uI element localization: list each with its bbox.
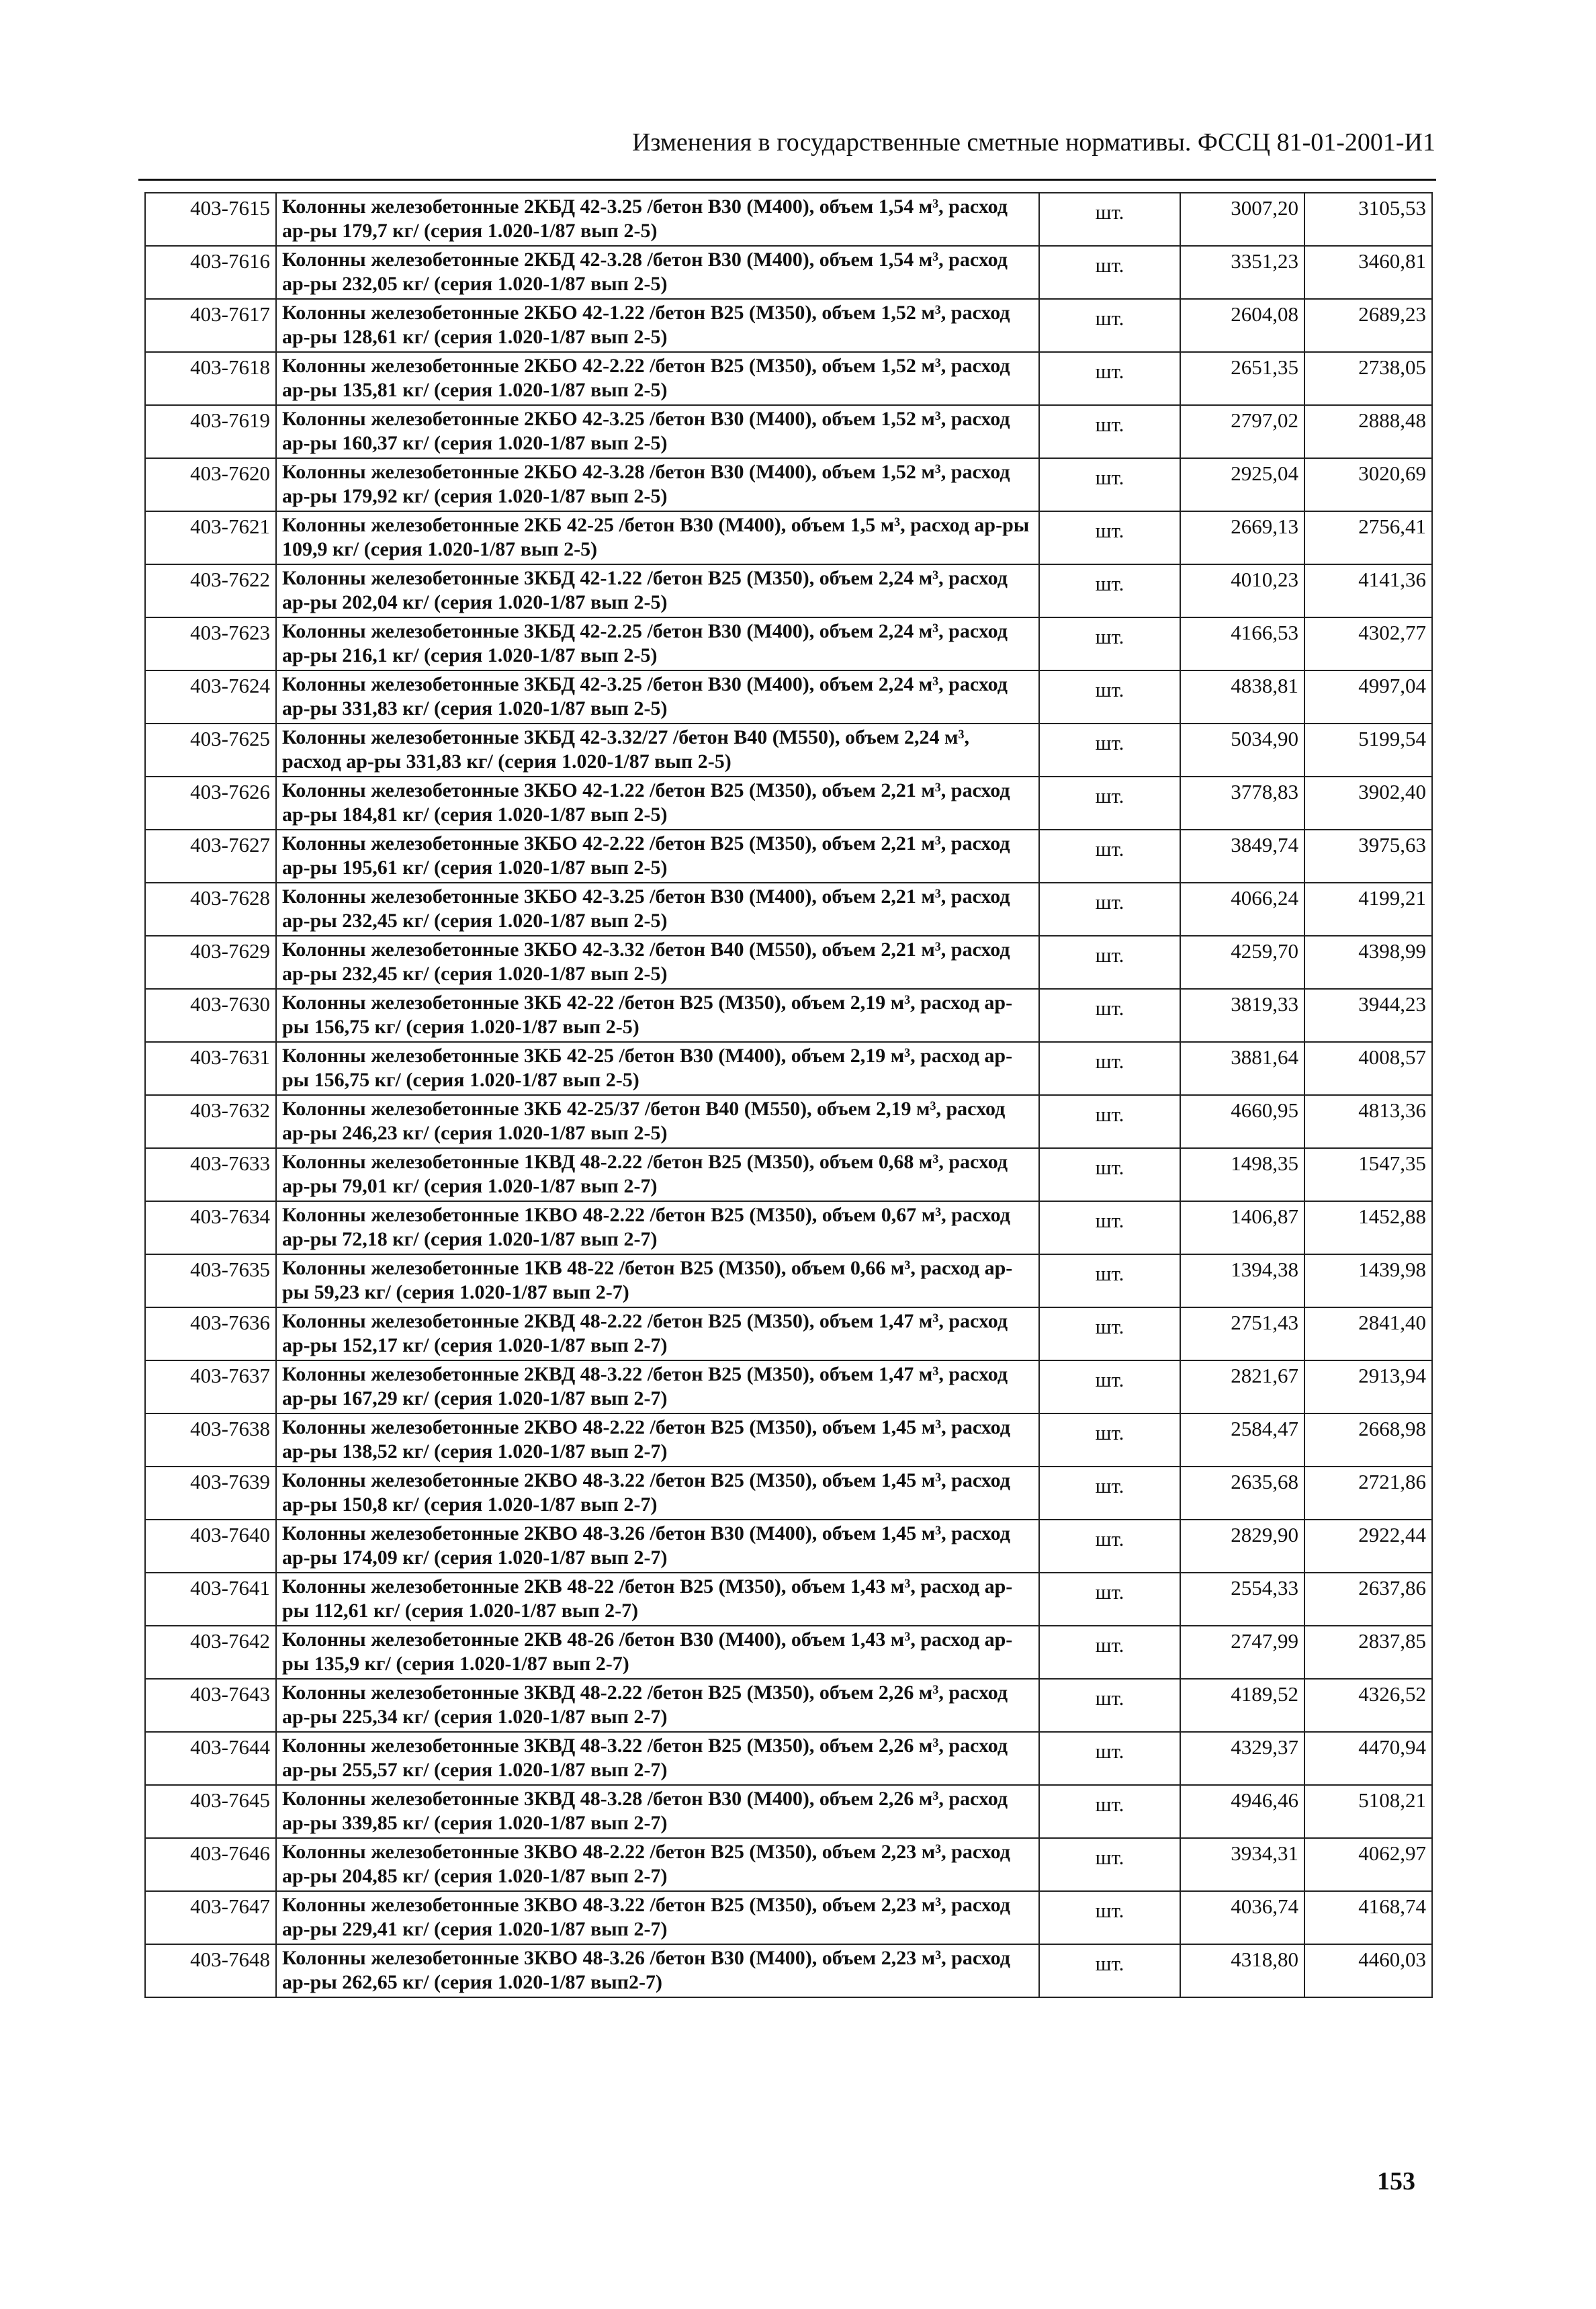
resource-code-cell: 403-7644 (145, 1732, 276, 1785)
price-cell-1: 4010,23 (1180, 564, 1304, 617)
price-cell-1: 3778,83 (1180, 777, 1304, 830)
price-cell-1: 3849,74 (1180, 830, 1304, 883)
resource-code-cell: 403-7631 (145, 1042, 276, 1095)
resource-code-cell: 403-7645 (145, 1785, 276, 1838)
unit-cell: шт. (1039, 1891, 1180, 1944)
price-cell-1: 3881,64 (1180, 1042, 1304, 1095)
unit-cell: шт. (1039, 1944, 1180, 1997)
price-cell-2: 2637,86 (1304, 1573, 1432, 1626)
price-cell-2: 2738,05 (1304, 352, 1432, 405)
description-cell: Колонны железобетонные 2КБ 42-25 /бетон В30 (М400), объем 1,5 м³, расход ар-ры 109,9 кг/ (серия 1.020-1/87 вып 2-5) (276, 511, 1039, 564)
unit-cell: шт. (1039, 1307, 1180, 1360)
page-header: Изменения в государственные сметные нормативы. ФССЦ 81-01-2001-И1 (631, 128, 1435, 157)
price-cell-2: 3105,53 (1304, 193, 1432, 246)
price-cell-1: 4946,46 (1180, 1785, 1304, 1838)
price-cell-2: 4141,36 (1304, 564, 1432, 617)
price-cell-1: 2604,08 (1180, 299, 1304, 352)
resource-code-cell: 403-7634 (145, 1201, 276, 1254)
table-row (145, 617, 1432, 670)
description-cell: Колонны железобетонные 2КБД 42-3.25 /бетон В30 (М400), объем 1,54 м³, расход ар-ры 179,7 кг/ (серия 1.020-1/87 вып 2-5) (276, 193, 1039, 246)
description-cell: Колонны железобетонные 2КВО 48-3.22 /бетон В25 (М350), объем 1,45 м³, расход ар-ры 150,8 кг/ (серия 1.020-1/87 вып 2-7) (276, 1467, 1039, 1520)
price-cell-2: 1547,35 (1304, 1148, 1432, 1201)
unit-cell: шт. (1039, 1148, 1180, 1201)
resource-code-cell: 403-7625 (145, 724, 276, 777)
table-row (145, 1413, 1432, 1467)
price-cell-2: 4199,21 (1304, 883, 1432, 936)
price-cell-1: 3819,33 (1180, 989, 1304, 1042)
price-cell-2: 4398,99 (1304, 936, 1432, 989)
unit-cell: шт. (1039, 883, 1180, 936)
price-cell-1: 2669,13 (1180, 511, 1304, 564)
unit-cell: шт. (1039, 617, 1180, 670)
resource-code-cell: 403-7615 (145, 193, 276, 246)
resource-code-cell: 403-7633 (145, 1148, 276, 1201)
price-cell-2: 4470,94 (1304, 1732, 1432, 1785)
unit-cell: шт. (1039, 1201, 1180, 1254)
unit-cell: шт. (1039, 1679, 1180, 1732)
price-cell-1: 2554,33 (1180, 1573, 1304, 1626)
unit-cell: шт. (1039, 1095, 1180, 1148)
table-row (145, 511, 1432, 564)
table-row (145, 777, 1432, 830)
price-cell-2: 4997,04 (1304, 670, 1432, 724)
unit-cell: шт. (1039, 405, 1180, 458)
resource-code-cell: 403-7622 (145, 564, 276, 617)
page-number: 153 (1377, 2167, 1415, 2195)
description-cell: Колонны железобетонные 3КБО 42-3.25 /бетон В30 (М400), объем 2,21 м³, расход ар-ры 232,45 кг/ (серия 1.020-1/87 вып 2-5) (276, 883, 1039, 936)
price-cell-2: 4168,74 (1304, 1891, 1432, 1944)
price-cell-1: 4259,70 (1180, 936, 1304, 989)
description-cell: Колонны железобетонные 3КБД 42-2.25 /бетон В30 (М400), объем 2,24 м³, расход ар-ры 216,1 кг/ (серия 1.020-1/87 вып 2-5) (276, 617, 1039, 670)
price-cell-2: 2756,41 (1304, 511, 1432, 564)
description-cell: Колонны железобетонные 3КВД 48-3.22 /бетон В25 (М350), объем 2,26 м³, расход ар-ры 255,57 кг/ (серия 1.020-1/87 вып 2-7) (276, 1732, 1039, 1785)
unit-cell: шт. (1039, 193, 1180, 246)
price-cell-1: 4318,80 (1180, 1944, 1304, 1997)
price-cell-2: 2668,98 (1304, 1413, 1432, 1467)
table-row (145, 1838, 1432, 1891)
resource-code-cell: 403-7620 (145, 458, 276, 511)
price-cell-1: 4189,52 (1180, 1679, 1304, 1732)
description-cell: Колонны железобетонные 3КБД 42-3.32/27 /бетон В40 (М550), объем 2,24 м³, расход ар-ры 331,83 кг/ (серия 1.020-1/87 вып 2-5) (276, 724, 1039, 777)
price-cell-1: 2821,67 (1180, 1360, 1304, 1413)
price-cell-2: 4326,52 (1304, 1679, 1432, 1732)
resource-code-cell: 403-7619 (145, 405, 276, 458)
price-cell-2: 2922,44 (1304, 1520, 1432, 1573)
unit-cell: шт. (1039, 458, 1180, 511)
description-cell: Колонны железобетонные 2КБД 42-3.28 /бетон В30 (М400), объем 1,54 м³, расход ар-ры 232,05 кг/ (серия 1.020-1/87 вып 2-5) (276, 246, 1039, 299)
unit-cell: шт. (1039, 1413, 1180, 1467)
unit-cell: шт. (1039, 1732, 1180, 1785)
table-row (145, 1891, 1432, 1944)
unit-cell: шт. (1039, 352, 1180, 405)
table-row (145, 883, 1432, 936)
description-cell: Колонны железобетонные 3КБД 42-3.25 /бетон В30 (М400), объем 2,24 м³, расход ар-ры 331,83 кг/ (серия 1.020-1/87 вып 2-5) (276, 670, 1039, 724)
table-row (145, 193, 1432, 246)
resource-code-cell: 403-7623 (145, 617, 276, 670)
resource-code-cell: 403-7618 (145, 352, 276, 405)
resource-code-cell: 403-7638 (145, 1413, 276, 1467)
resource-code-cell: 403-7635 (145, 1254, 276, 1307)
price-cell-2: 2913,94 (1304, 1360, 1432, 1413)
description-cell: Колонны железобетонные 2КБО 42-2.22 /бетон В25 (М350), объем 1,52 м³, расход ар-ры 135,81 кг/ (серия 1.020-1/87 вып 2-5) (276, 352, 1039, 405)
description-cell: Колонны железобетонные 2КВД 48-2.22 /бетон В25 (М350), объем 1,47 м³, расход ар-ры 152,17 кг/ (серия 1.020-1/87 вып 2-7) (276, 1307, 1039, 1360)
table-row (145, 246, 1432, 299)
resource-code-cell: 403-7626 (145, 777, 276, 830)
price-cell-2: 4302,77 (1304, 617, 1432, 670)
table-row (145, 1785, 1432, 1838)
resource-code-cell: 403-7629 (145, 936, 276, 989)
description-cell: Колонны железобетонные 3КВО 48-3.22 /бетон В25 (М350), объем 2,23 м³, расход ар-ры 229,41 кг/ (серия 1.020-1/87 вып 2-7) (276, 1891, 1039, 1944)
table-row (145, 724, 1432, 777)
price-cell-1: 2751,43 (1180, 1307, 1304, 1360)
unit-cell: шт. (1039, 1785, 1180, 1838)
description-cell: Колонны железобетонные 2КБО 42-3.25 /бетон В30 (М400), объем 1,52 м³, расход ар-ры 160,37 кг/ (серия 1.020-1/87 вып 2-5) (276, 405, 1039, 458)
unit-cell: шт. (1039, 777, 1180, 830)
table-row (145, 830, 1432, 883)
description-cell: Колонны железобетонные 3КБ 42-25/37 /бетон В40 (М550), объем 2,19 м³, расход ар-ры 246,23 кг/ (серия 1.020-1/87 вып 2-5) (276, 1095, 1039, 1148)
table-row (145, 1307, 1432, 1360)
unit-cell: шт. (1039, 299, 1180, 352)
resource-code-cell: 403-7642 (145, 1626, 276, 1679)
unit-cell: шт. (1039, 564, 1180, 617)
table-row (145, 1201, 1432, 1254)
price-cell-1: 4036,74 (1180, 1891, 1304, 1944)
unit-cell: шт. (1039, 1626, 1180, 1679)
price-cell-1: 2747,99 (1180, 1626, 1304, 1679)
description-cell: Колонны железобетонные 2КВО 48-3.26 /бетон В30 (М400), объем 1,45 м³, расход ар-ры 174,09 кг/ (серия 1.020-1/87 вып 2-7) (276, 1520, 1039, 1573)
unit-cell: шт. (1039, 1042, 1180, 1095)
resource-code-cell: 403-7648 (145, 1944, 276, 1997)
table-row (145, 1520, 1432, 1573)
description-cell: Колонны железобетонные 2КВ 48-26 /бетон В30 (М400), объем 1,43 м³, расход ар-ры 135,9 кг/ (серия 1.020-1/87 вып 2-7) (276, 1626, 1039, 1679)
resource-code-cell: 403-7641 (145, 1573, 276, 1626)
table-row (145, 1467, 1432, 1520)
price-cell-2: 2721,86 (1304, 1467, 1432, 1520)
price-cell-2: 4008,57 (1304, 1042, 1432, 1095)
unit-cell: шт. (1039, 830, 1180, 883)
description-cell: Колонны железобетонные 1КВ 48-22 /бетон В25 (М350), объем 0,66 м³, расход ар-ры 59,23 кг/ (серия 1.020-1/87 вып 2-7) (276, 1254, 1039, 1307)
header-rule (138, 179, 1436, 181)
resource-code-cell: 403-7630 (145, 989, 276, 1042)
price-cell-2: 1439,98 (1304, 1254, 1432, 1307)
price-cell-1: 4166,53 (1180, 617, 1304, 670)
table-row (145, 936, 1432, 989)
price-cell-2: 5108,21 (1304, 1785, 1432, 1838)
description-cell: Колонны железобетонные 3КБ 42-25 /бетон В30 (М400), объем 2,19 м³, расход ар-ры 156,75 кг/ (серия 1.020-1/87 вып 2-5) (276, 1042, 1039, 1095)
price-cell-1: 4329,37 (1180, 1732, 1304, 1785)
table-row (145, 1732, 1432, 1785)
price-cell-1: 4838,81 (1180, 670, 1304, 724)
price-cell-1: 2925,04 (1180, 458, 1304, 511)
unit-cell: шт. (1039, 511, 1180, 564)
table-row (145, 564, 1432, 617)
description-cell: Колонны железобетонные 2КБО 42-3.28 /бетон В30 (М400), объем 1,52 м³, расход ар-ры 179,92 кг/ (серия 1.020-1/87 вып 2-5) (276, 458, 1039, 511)
resource-code-cell: 403-7643 (145, 1679, 276, 1732)
resource-code-cell: 403-7624 (145, 670, 276, 724)
unit-cell: шт. (1039, 670, 1180, 724)
price-cell-2: 4813,36 (1304, 1095, 1432, 1148)
resource-code-cell: 403-7647 (145, 1891, 276, 1944)
price-cell-1: 2635,68 (1180, 1467, 1304, 1520)
price-cell-2: 1452,88 (1304, 1201, 1432, 1254)
price-cell-1: 3007,20 (1180, 193, 1304, 246)
table-row (145, 1254, 1432, 1307)
price-cell-1: 5034,90 (1180, 724, 1304, 777)
unit-cell: шт. (1039, 1360, 1180, 1413)
resource-code-cell: 403-7621 (145, 511, 276, 564)
table-row (145, 989, 1432, 1042)
resource-code-cell: 403-7646 (145, 1838, 276, 1891)
price-cell-1: 1498,35 (1180, 1148, 1304, 1201)
unit-cell: шт. (1039, 246, 1180, 299)
unit-cell: шт. (1039, 1520, 1180, 1573)
description-cell: Колонны железобетонные 3КВД 48-3.28 /бетон В30 (М400), объем 2,26 м³, расход ар-ры 339,85 кг/ (серия 1.020-1/87 вып 2-7) (276, 1785, 1039, 1838)
resource-code-cell: 403-7616 (145, 246, 276, 299)
resource-code-cell: 403-7636 (145, 1307, 276, 1360)
price-cell-2: 3944,23 (1304, 989, 1432, 1042)
price-cell-2: 2689,23 (1304, 299, 1432, 352)
price-cell-2: 3020,69 (1304, 458, 1432, 511)
resource-code-cell: 403-7637 (145, 1360, 276, 1413)
resource-code-cell: 403-7617 (145, 299, 276, 352)
resource-code-cell: 403-7632 (145, 1095, 276, 1148)
price-cell-2: 3975,63 (1304, 830, 1432, 883)
description-cell: Колонны железобетонные 3КБО 42-1.22 /бетон В25 (М350), объем 2,21 м³, расход ар-ры 184,81 кг/ (серия 1.020-1/87 вып 2-5) (276, 777, 1039, 830)
resource-code-cell: 403-7628 (145, 883, 276, 936)
unit-cell: шт. (1039, 1254, 1180, 1307)
table-row (145, 405, 1432, 458)
price-cell-1: 1394,38 (1180, 1254, 1304, 1307)
price-cell-1: 1406,87 (1180, 1201, 1304, 1254)
table-row (145, 352, 1432, 405)
resource-code-cell: 403-7639 (145, 1467, 276, 1520)
table-row (145, 1944, 1432, 1997)
table-row (145, 1573, 1432, 1626)
price-cell-2: 4062,97 (1304, 1838, 1432, 1891)
description-cell: Колонны железобетонные 2КВО 48-2.22 /бетон В25 (М350), объем 1,45 м³, расход ар-ры 138,52 кг/ (серия 1.020-1/87 вып 2-7) (276, 1413, 1039, 1467)
description-cell: Колонны железобетонные 2КВ 48-22 /бетон В25 (М350), объем 1,43 м³, расход ар-ры 112,61 кг/ (серия 1.020-1/87 вып 2-7) (276, 1573, 1039, 1626)
resource-code-cell: 403-7627 (145, 830, 276, 883)
price-cell-1: 4660,95 (1180, 1095, 1304, 1148)
description-cell: Колонны железобетонные 2КБО 42-1.22 /бетон В25 (М350), объем 1,52 м³, расход ар-ры 128,61 кг/ (серия 1.020-1/87 вып 2-5) (276, 299, 1039, 352)
table-row (145, 458, 1432, 511)
price-cell-1: 2584,47 (1180, 1413, 1304, 1467)
unit-cell: шт. (1039, 1838, 1180, 1891)
price-cell-2: 4460,03 (1304, 1944, 1432, 1997)
price-cell-1: 3934,31 (1180, 1838, 1304, 1891)
price-cell-1: 4066,24 (1180, 883, 1304, 936)
price-cell-2: 5199,54 (1304, 724, 1432, 777)
table-row (145, 299, 1432, 352)
price-cell-2: 2837,85 (1304, 1626, 1432, 1679)
price-cell-2: 3460,81 (1304, 246, 1432, 299)
table-row (145, 1360, 1432, 1413)
price-cell-2: 3902,40 (1304, 777, 1432, 830)
description-cell: Колонны железобетонные 3КБО 42-2.22 /бетон В25 (М350), объем 2,21 м³, расход ар-ры 195,61 кг/ (серия 1.020-1/87 вып 2-5) (276, 830, 1039, 883)
unit-cell: шт. (1039, 936, 1180, 989)
table-row (145, 670, 1432, 724)
table-row (145, 1042, 1432, 1095)
price-cell-2: 2841,40 (1304, 1307, 1432, 1360)
unit-cell: шт. (1039, 1573, 1180, 1626)
description-cell: Колонны железобетонные 3КВО 48-3.26 /бетон В30 (М400), объем 2,23 м³, расход ар-ры 262,65 кг/ (серия 1.020-1/87 вып2-7) (276, 1944, 1039, 1997)
unit-cell: шт. (1039, 724, 1180, 777)
price-cell-1: 2651,35 (1180, 352, 1304, 405)
description-cell: Колонны железобетонные 2КВД 48-3.22 /бетон В25 (М350), объем 1,47 м³, расход ар-ры 167,29 кг/ (серия 1.020-1/87 вып 2-7) (276, 1360, 1039, 1413)
description-cell: Колонны железобетонные 3КБО 42-3.32 /бетон В40 (М550), объем 2,21 м³, расход ар-ры 232,45 кг/ (серия 1.020-1/87 вып 2-5) (276, 936, 1039, 989)
resource-code-cell: 403-7640 (145, 1520, 276, 1573)
description-cell: Колонны железобетонные 3КВО 48-2.22 /бетон В25 (М350), объем 2,23 м³, расход ар-ры 204,85 кг/ (серия 1.020-1/87 вып 2-7) (276, 1838, 1039, 1891)
table-row (145, 1679, 1432, 1732)
description-cell: Колонны железобетонные 3КБ 42-22 /бетон В25 (М350), объем 2,19 м³, расход ар-ры 156,75 кг/ (серия 1.020-1/87 вып 2-5) (276, 989, 1039, 1042)
table-row (145, 1148, 1432, 1201)
unit-cell: шт. (1039, 1467, 1180, 1520)
price-cell-1: 3351,23 (1180, 246, 1304, 299)
table-body (145, 193, 1432, 1997)
table-row (145, 1095, 1432, 1148)
table-row (145, 1626, 1432, 1679)
description-cell: Колонны железобетонные 3КВД 48-2.22 /бетон В25 (М350), объем 2,26 м³, расход ар-ры 225,34 кг/ (серия 1.020-1/87 вып 2-7) (276, 1679, 1039, 1732)
price-table (144, 192, 1433, 1998)
price-cell-2: 2888,48 (1304, 405, 1432, 458)
description-cell: Колонны железобетонные 3КБД 42-1.22 /бетон В25 (М350), объем 2,24 м³, расход ар-ры 202,04 кг/ (серия 1.020-1/87 вып 2-5) (276, 564, 1039, 617)
price-cell-1: 2797,02 (1180, 405, 1304, 458)
description-cell: Колонны железобетонные 1КВО 48-2.22 /бетон В25 (М350), объем 0,67 м³, расход ар-ры 72,18 кг/ (серия 1.020-1/87 вып 2-7) (276, 1201, 1039, 1254)
price-cell-1: 2829,90 (1180, 1520, 1304, 1573)
unit-cell: шт. (1039, 989, 1180, 1042)
description-cell: Колонны железобетонные 1КВД 48-2.22 /бетон В25 (М350), объем 0,68 м³, расход ар-ры 79,01 кг/ (серия 1.020-1/87 вып 2-7) (276, 1148, 1039, 1201)
